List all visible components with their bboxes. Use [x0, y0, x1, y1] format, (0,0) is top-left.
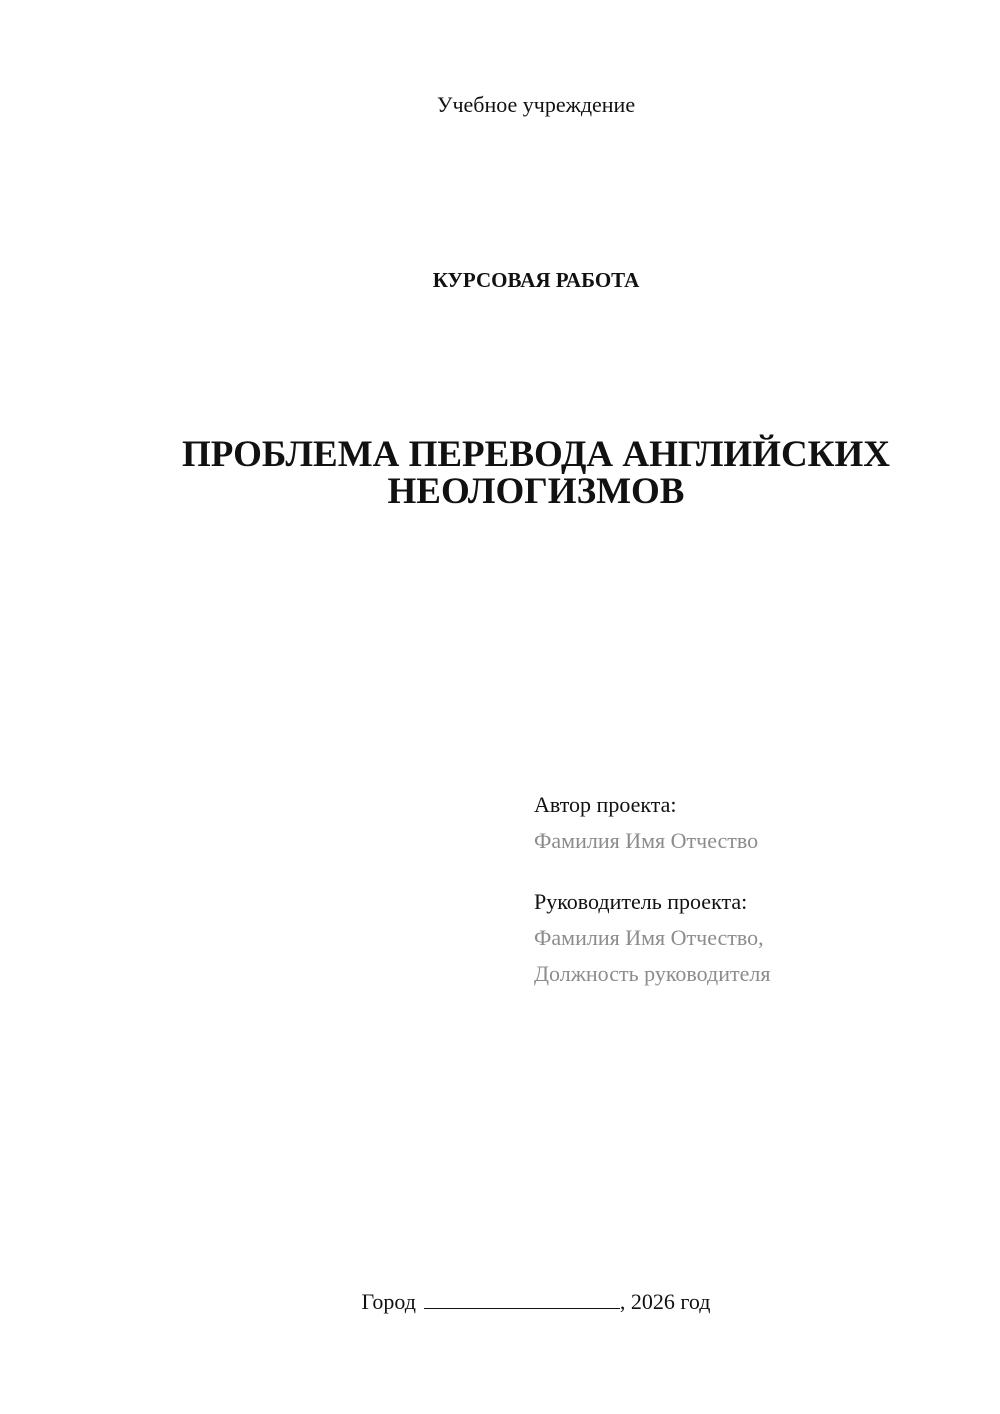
footer-city-year	[0, 1289, 1000, 1315]
institution-name: Учебное учреждение	[436, 92, 636, 117]
year-text: , 2026 год	[619, 1289, 711, 1314]
credits-spacer	[534, 859, 770, 884]
document-title-line-1: ПРОБЛЕМА ПЕРЕВОДА АНГЛИЙСКИХ	[181, 434, 891, 475]
work-type-heading: КУРСОВАЯ РАБОТА	[432, 268, 640, 292]
author-name: Фамилия Имя Отчество	[534, 828, 759, 853]
supervisor-label: Руководитель проекта:	[534, 889, 748, 914]
document-title-line-2: НЕОЛОГИЗМОВ	[387, 471, 685, 512]
author-label: Автор проекта:	[534, 792, 677, 817]
supervisor-position: Должность руководителя	[534, 961, 771, 986]
city-label: Город	[361, 1289, 416, 1314]
city-blank-line	[424, 1290, 620, 1309]
supervisor-name: Фамилия Имя Отчество,	[534, 925, 764, 950]
credits-block	[534, 787, 770, 992]
document-title	[0, 436, 1000, 510]
